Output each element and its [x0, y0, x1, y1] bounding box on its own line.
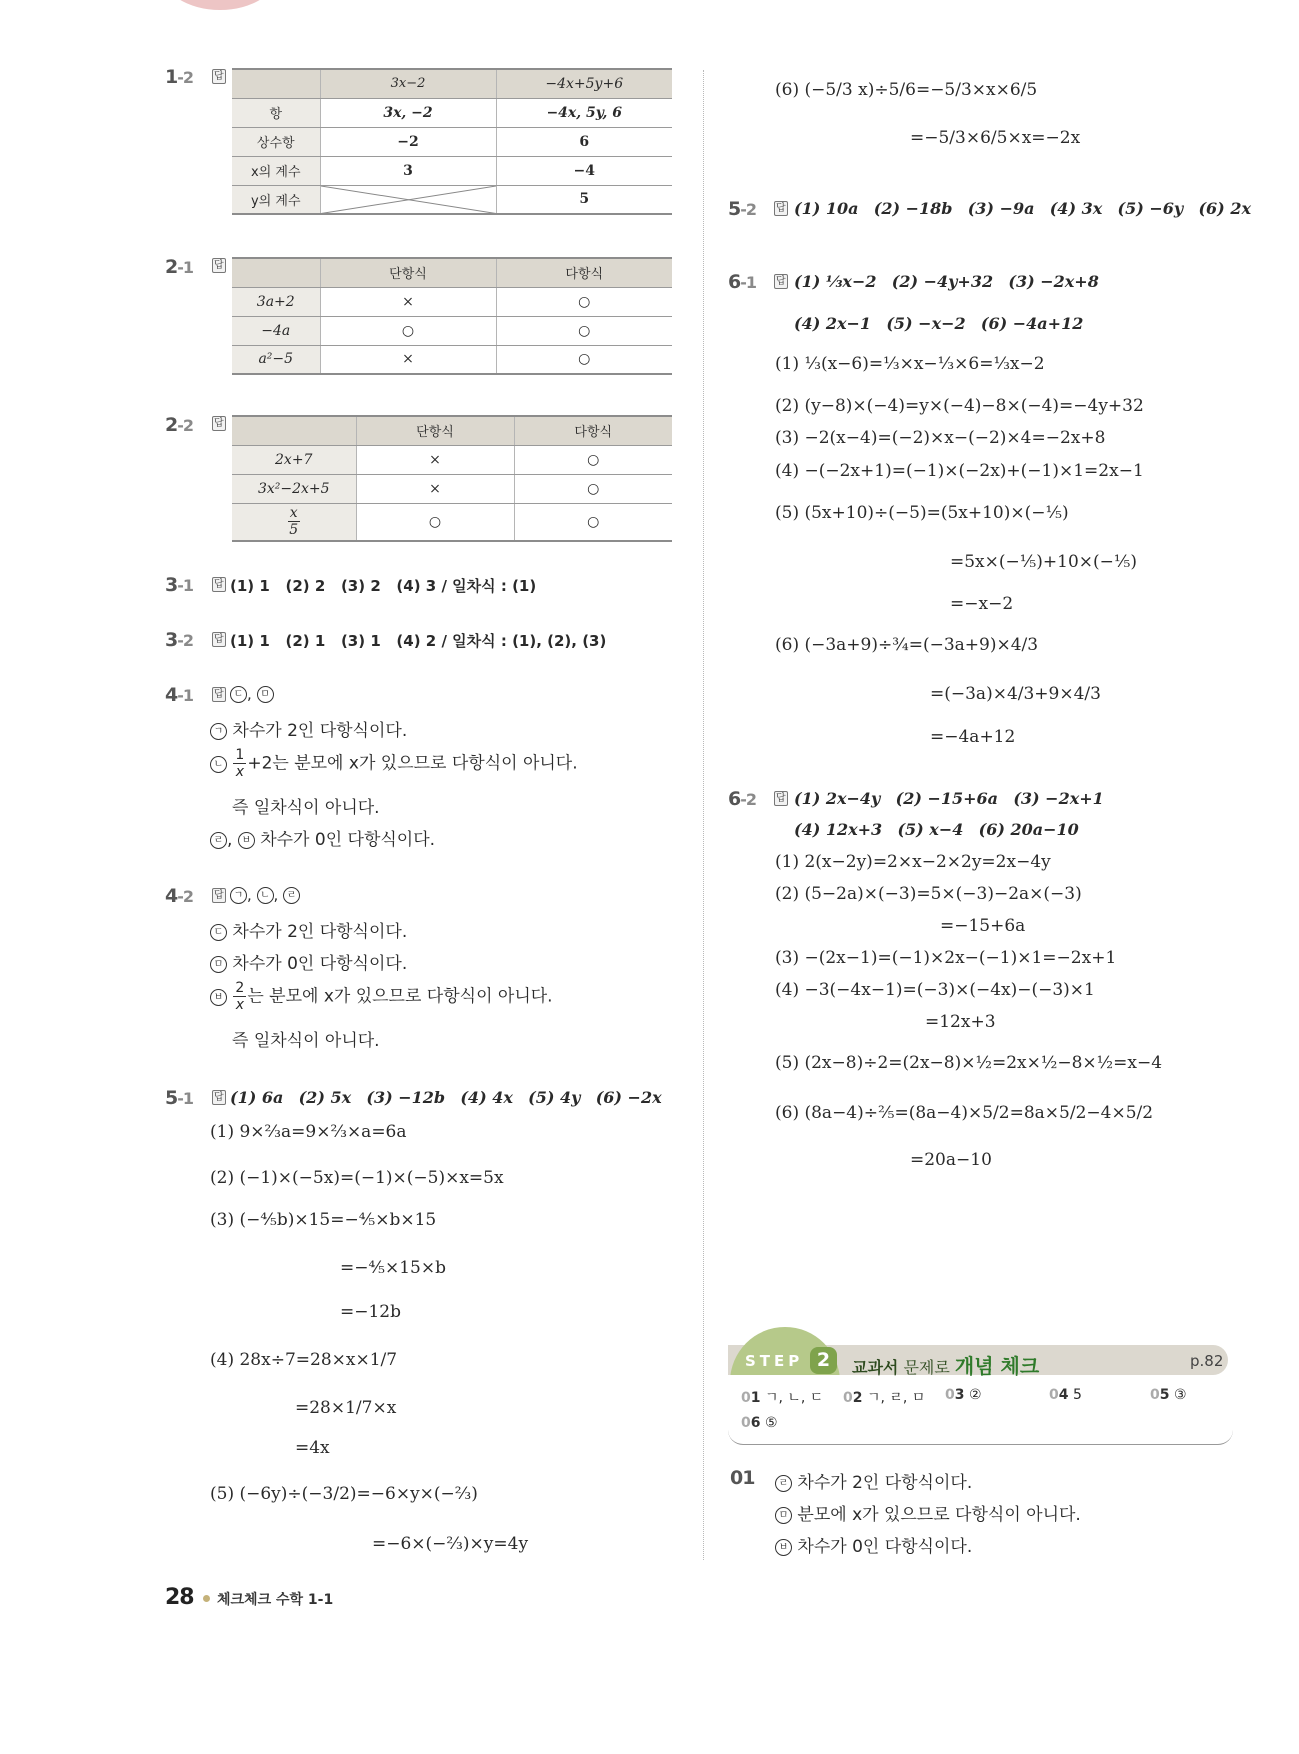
explanation-line: ㄱ 차수가 2인 다항식이다.	[210, 716, 407, 741]
problem-number-2-1: 2-1	[165, 256, 194, 278]
explanation-line: ㄴ $\frac{1}{x}$ +2는 분모에 x가 있으므로 다항식이 아니다.	[210, 748, 578, 779]
answer-mark: 답	[214, 260, 224, 271]
answer-mark: 답	[776, 276, 786, 287]
explanation-line: ㄹ 차수가 2인 다항식이다.	[775, 1468, 972, 1493]
problem-number-6-2: 6-2	[728, 788, 757, 810]
quick-answer-04: 04 5	[1049, 1387, 1082, 1403]
work-line: (5) (5x+10)÷(−5)=(5x+10)×(−⅕)	[775, 503, 1069, 523]
table-2-2: 단항식 다항식 2x+7 × ○ 3x²−2x+5 × ○ $\frac{x}{5}$ ○ ○	[232, 415, 672, 542]
quick-answer-06: 06 ⑤	[741, 1415, 778, 1431]
work-line: (3) −2(x−4)=(−2)×x−(−2)×4=−2x+8	[775, 428, 1106, 448]
answer-mark: 답	[776, 793, 786, 804]
work-line: =−⅘×15×b	[340, 1258, 446, 1278]
explanation-line: ㅂ 차수가 0인 다항식이다.	[775, 1532, 972, 1557]
explanation-line: 즉 일차식이 아니다.	[232, 798, 380, 818]
work-line: =(−3a)×4/3+9×4/3	[930, 684, 1101, 704]
work-line: (5) (2x−8)÷2=(2x−8)×½=2x×½−8×½=x−4	[775, 1053, 1163, 1073]
column-divider	[703, 70, 704, 1560]
explanation-line: ㄹ , ㅂ 차수가 0인 다항식이다.	[210, 825, 435, 850]
problem-number-3-2: 3-2	[165, 629, 194, 651]
problem-number-2-2: 2-2	[165, 414, 194, 436]
work-line: (6) (8a−4)÷⅖=(8a−4)×5/2=8a×5/2−4×5/2	[775, 1103, 1154, 1123]
work-line: =5x×(−⅕)+10×(−⅕)	[950, 552, 1137, 572]
work-line: =−15+6a	[940, 916, 1026, 936]
crossed-cell	[320, 185, 496, 214]
explanation-line: ㄷ 차수가 2인 다항식이다.	[210, 917, 407, 942]
step-number-badge: 2	[810, 1347, 837, 1374]
table-1-2: 3x−2 −4x+5y+6 항 3x, −2 −4x, 5y, 6 상수항 −2 6 x의 계수 3 −4 y의 계수 5	[232, 68, 672, 215]
step-answer-box	[728, 1375, 1233, 1445]
answer-mark: 답	[214, 1092, 224, 1103]
explanation-line: ㅂ $\frac{2}{x}$ 는 분모에 x가 있으므로 다항식이 아니다.	[210, 981, 553, 1012]
quick-answer-01: 01 ㄱ, ㄴ, ㄷ	[741, 1390, 824, 1406]
problem-number-5-2: 5-2	[728, 198, 757, 220]
work-line: =20a−10	[910, 1150, 992, 1170]
problem-number-5-1: 5-1	[165, 1087, 194, 1109]
explanation-line: ㅁ 차수가 0인 다항식이다.	[210, 949, 407, 974]
work-line: =4x	[295, 1438, 330, 1458]
problem-number-4-2: 4-2	[165, 885, 194, 907]
work-line: =28×1/7×x	[295, 1398, 397, 1418]
work-line: (5) (−6y)÷(−3/2)=−6×y×(−⅔)	[210, 1484, 478, 1504]
work-line: =−12b	[340, 1302, 402, 1322]
answer-4-2: ㄱ , ㄴ , ㄹ	[230, 886, 300, 904]
quick-answer-05: 05 ③	[1150, 1387, 1187, 1403]
work-line: (3) −(2x−1)=(−1)×2x−(−1)×1=−2x+1	[775, 948, 1117, 968]
answer-3-1: (1) 1 (2) 2 (3) 2 (4) 3 / 일차식 : (1)	[230, 577, 537, 595]
work-line: (2) (−1)×(−5x)=(−1)×(−5)×x=5x	[210, 1168, 504, 1188]
corner-decoration	[160, 0, 280, 10]
fraction: $\frac{x}{5}$	[289, 505, 299, 539]
answers-5-2: (1) 10a (2) −18b (3) −9a (4) 3x (5) −6y (6) 2x	[794, 199, 1251, 218]
page-number: 28	[165, 1585, 194, 1610]
work-line: (1) 9×⅔a=9×⅔×a=6a	[210, 1122, 407, 1142]
bullet-dot-icon	[203, 1595, 210, 1602]
answers-6-1-row2: (4) 2x−1 (5) −x−2 (6) −4a+12	[794, 314, 1084, 333]
work-line: (3) (−⅘b)×15=−⅘×b×15	[210, 1210, 437, 1230]
question-number-01: 01	[730, 1467, 755, 1489]
answers-6-2-row1: (1) 2x−4y (2) −15+6a (3) −2x+1	[794, 789, 1104, 808]
explanation-line: 즉 일차식이 아니다.	[232, 1031, 380, 1051]
work-line: (2) (5−2a)×(−3)=5×(−3)−2a×(−3)	[775, 884, 1082, 904]
page-reference: p.82	[1190, 1352, 1224, 1370]
answers-6-2-row2: (4) 12x+3 (5) x−4 (6) 20a−10	[794, 820, 1079, 839]
work-line: =−x−2	[950, 594, 1014, 614]
quick-answer-03: 03 ②	[945, 1387, 982, 1403]
step-title: 교과서 문제로 개념 체크	[852, 1354, 1040, 1378]
step-label: STEP	[745, 1352, 804, 1370]
work-line: (6) (−5/3 x)÷5/6=−5/3×x×6/5	[775, 80, 1038, 100]
answer-mark: 답	[214, 689, 224, 700]
work-line: =−4a+12	[930, 727, 1016, 747]
work-line: (2) (y−8)×(−4)=y×(−4)−8×(−4)=−4y+32	[775, 396, 1144, 416]
answers-5-1: (1) 6a (2) 5x (3) −12b (4) 4x (5) 4y (6) −2x	[230, 1088, 662, 1107]
work-line: (4) 28x÷7=28×x×1/7	[210, 1350, 398, 1370]
problem-number-6-1: 6-1	[728, 271, 757, 293]
answer-mark: 답	[214, 418, 224, 429]
jamo-circle: ㄷ	[230, 686, 247, 703]
answer-mark: 답	[214, 71, 224, 82]
answer-mark: 답	[776, 203, 786, 214]
work-line: =12x+3	[925, 1012, 996, 1032]
work-line: =−5/3×6/5×x=−2x	[910, 128, 1081, 148]
answer-4-1: ㄷ , ㅁ	[230, 685, 274, 703]
problem-number-4-1: 4-1	[165, 684, 194, 706]
work-line: (4) −(−2x+1)=(−1)×(−2x)+(−1)×1=2x−1	[775, 461, 1144, 481]
work-line: =−6×(−⅔)×y=4y	[372, 1534, 529, 1554]
answer-mark: 답	[214, 890, 224, 901]
answers-6-1-row1: (1) ⅓x−2 (2) −4y+32 (3) −2x+8	[794, 272, 1099, 291]
book-title: 체크체크 수학 1-1	[217, 1592, 334, 1608]
problem-number-1-2: 1-2	[165, 66, 194, 88]
work-line: (4) −3(−4x−1)=(−3)×(−4x)−(−3)×1	[775, 980, 1095, 1000]
problem-number-3-1: 3-1	[165, 574, 194, 596]
answer-mark: 답	[214, 634, 224, 645]
explanation-line: ㅁ 분모에 x가 있으므로 다항식이 아니다.	[775, 1500, 1081, 1525]
table-2-1: 단항식 다항식 3a+2 × ○ −4a ○ ○ a²−5 × ○	[232, 257, 672, 375]
answer-mark: 답	[214, 579, 224, 590]
quick-answer-02: 02 ㄱ, ㄹ, ㅁ	[843, 1390, 926, 1406]
work-line: (6) (−3a+9)÷¾=(−3a+9)×4/3	[775, 635, 1039, 655]
jamo-circle: ㅁ	[257, 686, 274, 703]
work-line: (1) ⅓(x−6)=⅓×x−⅓×6=⅓x−2	[775, 354, 1045, 374]
answer-3-2: (1) 1 (2) 1 (3) 1 (4) 2 / 일차식 : (1), (2), (3)	[230, 632, 607, 650]
work-line: (1) 2(x−2y)=2×x−2×2y=2x−4y	[775, 852, 1051, 872]
